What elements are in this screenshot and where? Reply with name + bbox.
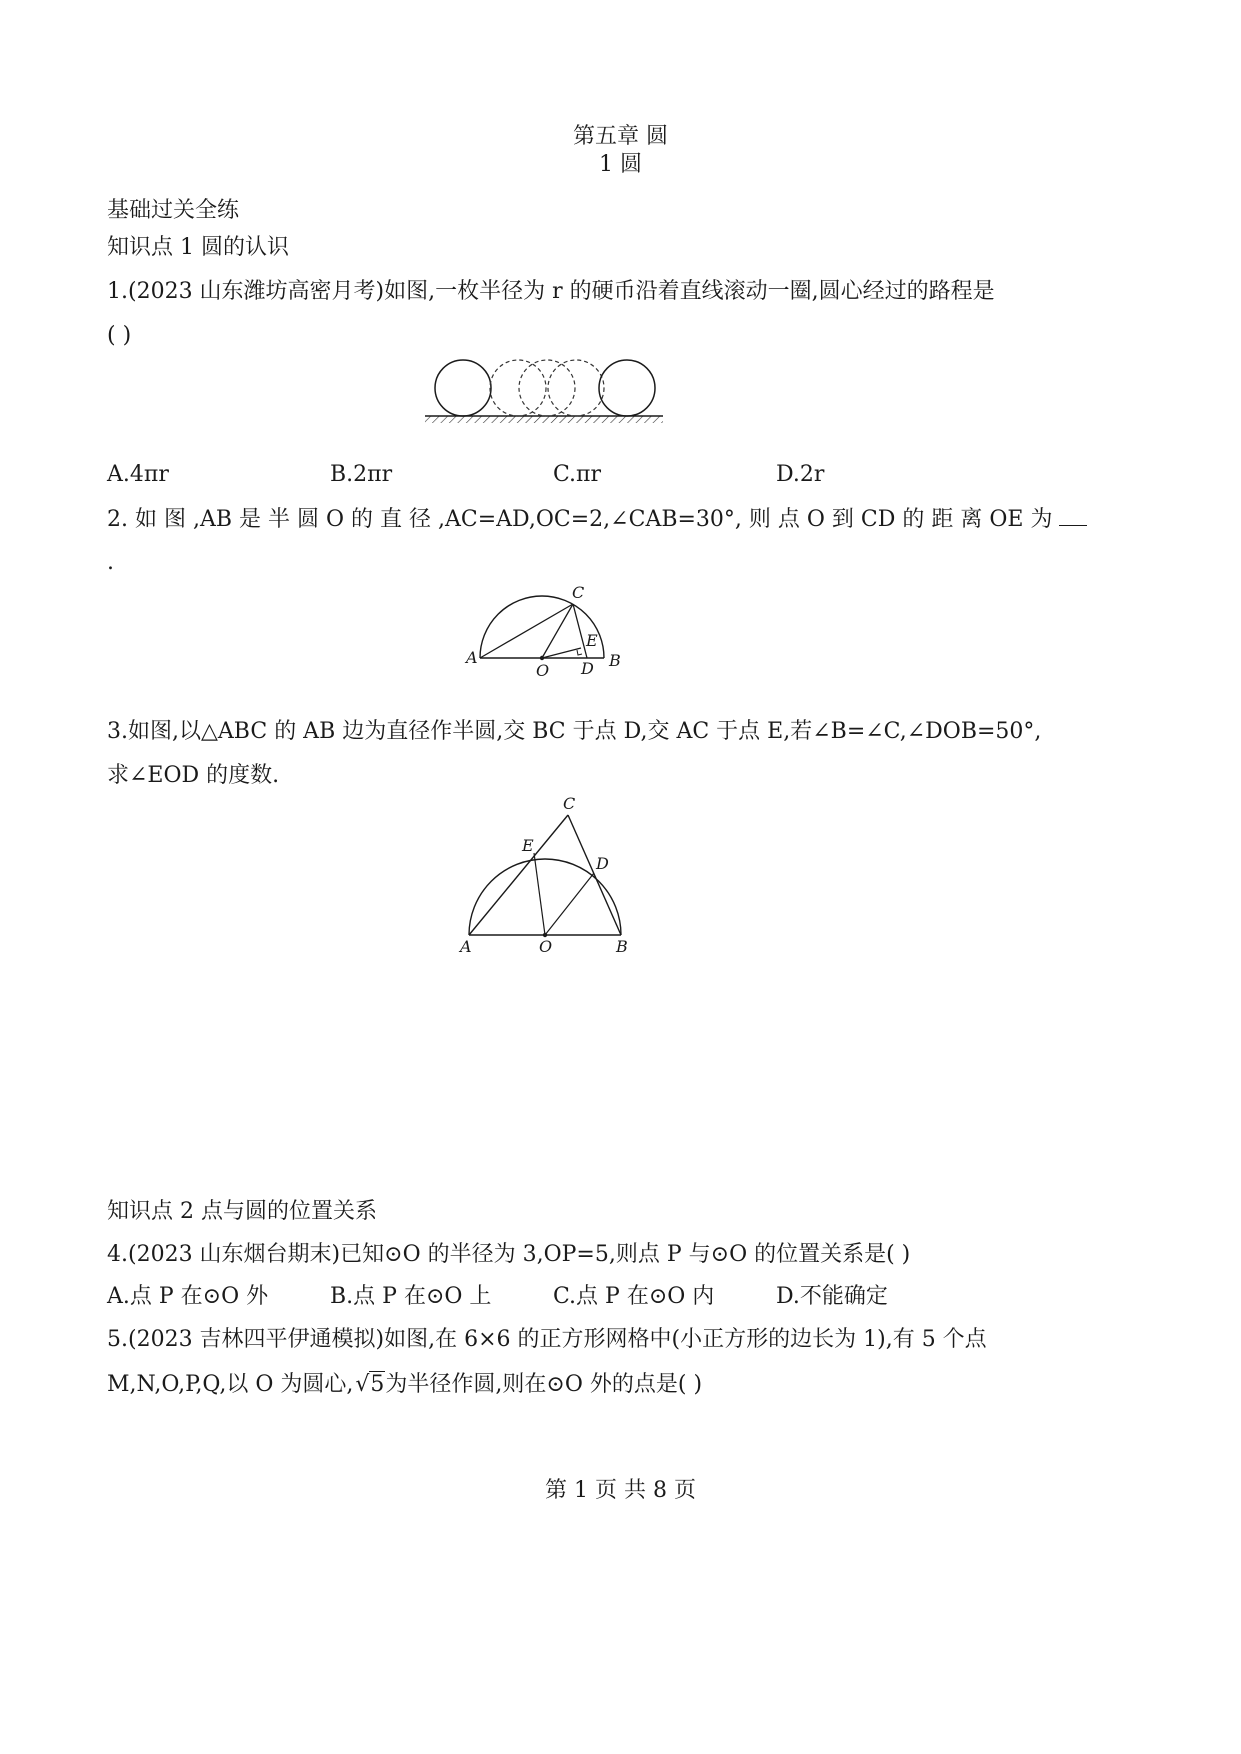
label-d: D [596,854,609,873]
label-b: B [609,651,621,670]
question-1-choice-c: C.πr [553,462,602,487]
question-5-line-2 [107,1370,702,1400]
knowledge-point-2: 知识点 2 点与圆的位置关系 [107,1199,377,1224]
question-2-body: 2. 如 图 ,AB 是 半 圆 O 的 直 径 ,AC=AD,OC=2,∠CAB=30°, 则 点 O 到 CD 的 距 离 OE 为 [107,507,1053,532]
semicircle-figure-q3 [450,795,640,960]
answer-blank [1059,505,1087,526]
label-c: C [563,795,576,813]
question-5-line-2-pre: M,N,O,P,Q,以 O 为圆心, [107,1372,354,1397]
right-angle-mark [577,650,582,655]
coin-start [435,360,491,416]
label-c: C [572,583,585,602]
center-point-o [540,656,544,660]
question-2-tail: . [107,550,114,575]
segment-oe [534,853,545,935]
coin-end [599,360,655,416]
question-3-line-2: 求∠EOD 的度数. [107,763,280,788]
question-1-text: 1.(2023 山东潍坊高密月考)如图,一枚半径为 r 的硬币沿着直线滚动一圈,圆心经过的路程是 [107,279,995,304]
knowledge-point-1: 知识点 1 圆的认识 [107,235,289,260]
question-1-paren: ( ) [107,323,132,348]
label-e: E [586,631,598,650]
question-4-choice-a: A.点 P 在⊙O 外 [107,1284,269,1309]
question-5-line-1: 5.(2023 吉林四平伊通模拟)如图,在 6×6 的正方形网格中(小正方形的边长为 1),有 5 个点 [107,1327,987,1352]
page-footer: 第 1 页 共 8 页 [545,1478,696,1503]
question-1-choice-b: B.2πr [330,462,393,487]
sqrt-sign: √ [355,1372,370,1397]
question-4-choice-d: D.不能确定 [776,1284,888,1309]
side-bc [568,815,621,935]
segment-od [545,873,594,935]
label-a: A [466,648,478,667]
question-4-choice-b: B.点 P 在⊙O 上 [330,1284,492,1309]
question-3-line-1: 3.如图,以△ABC 的 AB 边为直径作半圆,交 BC 于点 D,交 AC 于点 E,若∠B=∠C,∠DOB=50°, [107,719,1042,744]
chapter-title: 第五章 圆 [573,124,668,149]
semicircle-figure-q2 [460,580,640,680]
question-2-text [107,505,1087,535]
ground-hatch [425,416,663,423]
coin-rolling-1 [490,360,546,416]
label-b: B [616,937,628,956]
section-heading: 基础过关全练 [107,198,240,223]
question-1-choice-a: A.4πr [107,462,169,487]
coin-rolling-2 [519,360,575,416]
rolling-coin-figure [420,350,670,430]
question-4-text: 4.(2023 山东烟台期末)已知⊙O 的半径为 3,OP=5,则点 P 与⊙O 的位置关系是( ) [107,1242,911,1267]
label-a: A [460,937,472,956]
section-title: 1 圆 [599,152,642,177]
coin-rolling-3 [548,360,604,416]
label-d: D [581,659,594,678]
question-5-line-2-post: 为半径作圆,则在⊙O 外的点是( ) [385,1372,703,1397]
question-4-choice-c: C.点 P 在⊙O 内 [553,1284,715,1309]
segment-oe [542,648,581,658]
label-o: O [536,661,550,680]
label-o: O [539,937,553,956]
segment-ac [480,604,573,658]
sqrt-argument: 5 [370,1372,385,1397]
side-ac [469,815,568,935]
sqrt-expression [353,1372,385,1397]
question-1-choice-d: D.2r [776,462,825,487]
label-e: E [522,836,534,855]
segment-oc [542,604,573,658]
